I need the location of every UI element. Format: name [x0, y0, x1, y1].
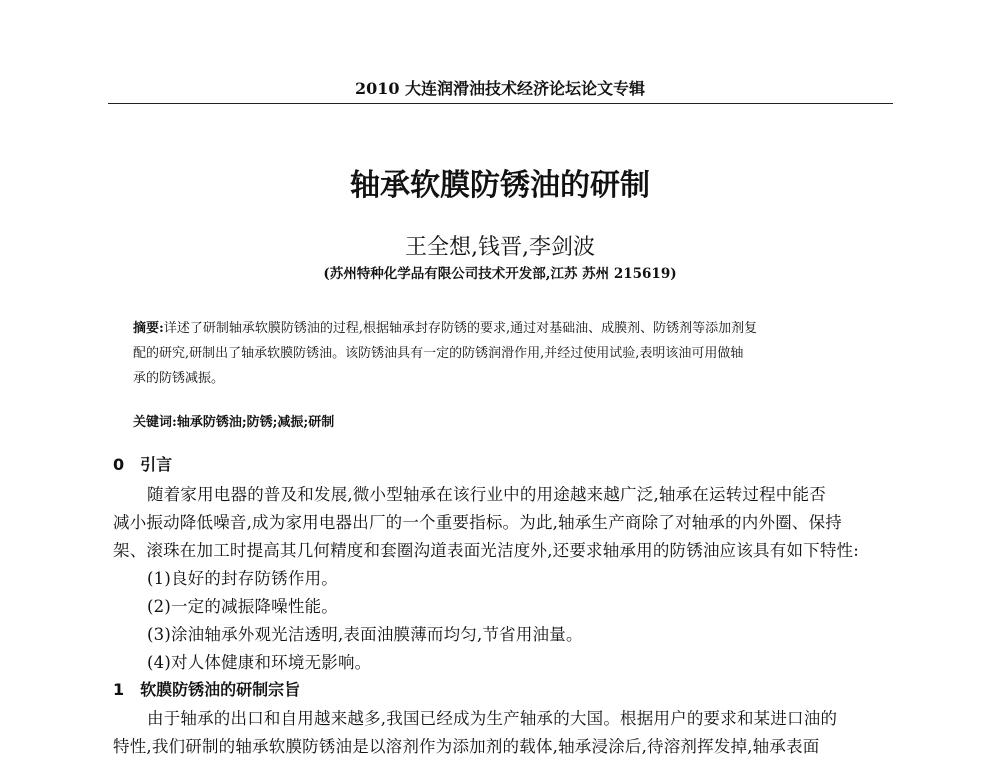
list-item: (2)一定的减振降噪性能。: [147, 597, 338, 616]
paragraph-line: 减小振动降低噪音,成为家用电器出厂的一个重要指标。为此,轴承生产商除了对轴承的内外圈、保持: [113, 513, 842, 532]
abstract-line: 配的研究,研制出了轴承软膜防锈油。该防锈油具有一定的防锈润滑作用,并经过使用试验,表明该油可用做轴: [133, 346, 744, 361]
keywords-text: 轴承防锈油;防锈;减振;研制: [176, 415, 335, 430]
abstract-text: 详述了研制轴承软膜防锈油的过程,根据轴承封存防锈的要求,通过对基础油、成膜剂、防锈剂等添加剂复: [163, 321, 758, 336]
authors: 王全想,钱晋,李剑波: [405, 235, 595, 260]
abstract-line: [133, 317, 757, 336]
header-rule: [108, 103, 893, 104]
running-header: 2010 大连润滑油技术经济论坛论文专辑: [354, 79, 646, 98]
list-item: (3)涂油轴承外观光洁透明,表面油膜薄而均匀,节省用油量。: [147, 625, 583, 644]
keywords-label: 关键词:: [133, 415, 177, 430]
section-heading: 1 软膜防锈油的研制宗旨: [113, 680, 301, 699]
abstract-label: 摘要:: [133, 321, 164, 336]
abstract-line: 承的防锈减振。: [133, 371, 225, 386]
paper-title: 轴承软膜防锈油的研制: [350, 168, 650, 203]
list-item: (4)对人体健康和环境无影响。: [147, 653, 372, 672]
paragraph-line: 特性,我们研制的轴承软膜防锈油是以溶剂作为添加剂的载体,轴承浸涂后,待溶剂挥发掉,轴承表面: [113, 737, 820, 756]
paragraph-line: 架、滚珠在加工时提高其几何精度和套圈沟道表面光洁度外,还要求轴承用的防锈油应该具有如下特性:: [113, 541, 860, 560]
paragraph-line: 随着家用电器的普及和发展,微小型轴承在该行业中的用途越来越广泛,轴承在运转过程中能否: [147, 485, 826, 504]
list-item: (1)良好的封存防锈作用。: [147, 569, 338, 588]
section-heading: 0 引言: [113, 455, 173, 474]
paragraph-line: 由于轴承的出口和自用越来越多,我国已经成为生产轴承的大国。根据用户的要求和某进口油的: [147, 709, 838, 728]
keywords: [133, 411, 334, 430]
affiliation: (苏州特种化学品有限公司技术开发部,江苏 苏州 215619): [323, 266, 677, 282]
